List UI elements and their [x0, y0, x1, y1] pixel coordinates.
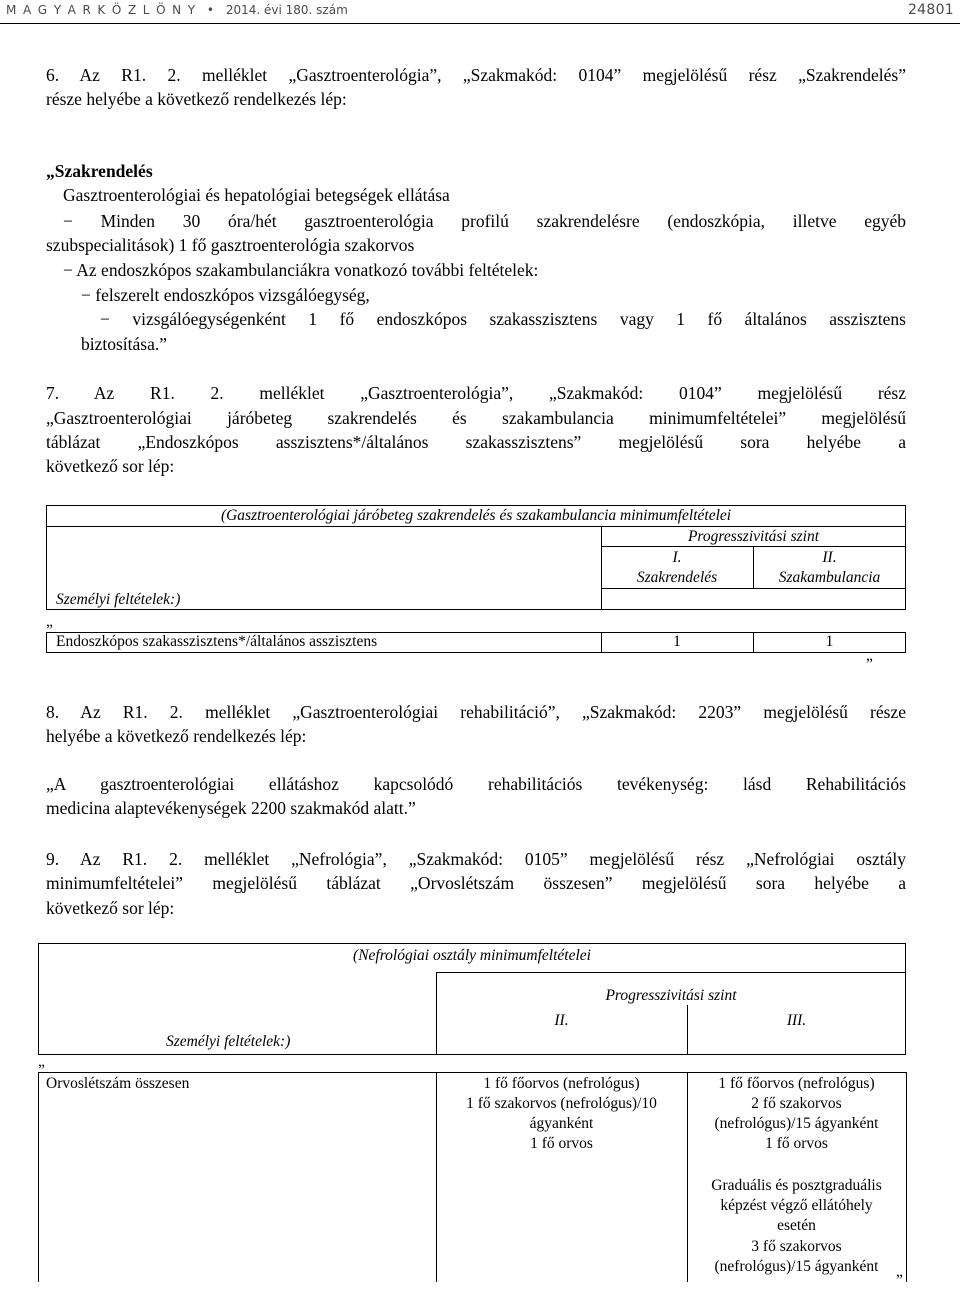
table-2-c2b-line-2: képzést végző ellátóhely [720, 1197, 873, 1214]
table-2-c2b-line-3: esetén [777, 1217, 816, 1234]
header-bullet: • [206, 3, 216, 17]
bullet-4-line-1: − vizsgálóegységenként 1 fő endoszkópos szakasszisztens vagy 1 fő általános asszisztens [100, 309, 906, 329]
bullet-2: − Az endoszkópos szakambulanciákra vonatkozó további feltételek: [63, 260, 539, 280]
table-1-row-label: Endoszkópos szakasszisztens*/általános asszisztens [56, 633, 378, 650]
header-rule [0, 23, 960, 24]
table-2-c1-line-2: 1 fő szakorvos (nefrológus)/10 [466, 1095, 657, 1112]
szakrendeles-title: „Szakrendelés [46, 161, 153, 181]
table-1-title: (Gasztroenterológiai járóbeteg szakrendelés és szakambulancia minimumfeltételei [220, 507, 732, 524]
journal-name: M A G Y A R K Ö Z L Ö N Y [6, 3, 197, 17]
table-1-progress-label: Progresszivitási szint [687, 528, 820, 545]
section-9-line-1: 9. Az R1. 2. melléklet „Nefrológia”, „Szakmakód: 0105” megjelölésű rész „Nefrológiai osztály [46, 849, 906, 869]
table-1-rule [601, 588, 906, 589]
table-1-col-1-name: Szakrendelés [636, 569, 718, 586]
table-2-rule [436, 972, 906, 973]
table-2-c2-line-2: 2 fő szakorvos [751, 1095, 842, 1112]
section-8-quote-line-2: medicina alaptevékenységek 2200 szakmakód alatt.” [46, 798, 416, 818]
table-2-c2b-line-5: (nefrológus)/15 ágyanként [714, 1258, 879, 1275]
running-header [0, 0, 960, 24]
section-6-line-2: része helyébe a következő rendelkezés lép: [46, 89, 347, 109]
section-9-line-3: következő sor lép: [46, 898, 175, 918]
table-1-col-2-name: Szakambulancia [778, 569, 881, 586]
table-2-c2b-line-4: 3 fő szakorvos [751, 1238, 842, 1255]
section-7-line-2: „Gasztroenterológiai járóbeteg szakrendelés és szakambulancia minimumfeltételei” megjelölésű [46, 408, 906, 428]
section-8-quote-line-1: „A gasztroenterológiai ellátáshoz kapcsolódó rehabilitációs tevékenység: lásd Rehabilitációs [46, 774, 906, 794]
table-2-c2-line-3: (nefrológus)/15 ágyanként [714, 1115, 879, 1132]
table-2-progress-label: Progresszivitási szint [605, 987, 737, 1004]
table-2-row-label: Orvoslétszám összesen [46, 1075, 190, 1092]
table-2-divider [38, 1072, 39, 1282]
table-2-col-1-level: II. [554, 1012, 569, 1029]
table-1-open-quote: „ [46, 613, 53, 630]
bullet-3: − felszerelt endoszkópos vizsgálóegység, [81, 285, 370, 305]
table-2-c2-line-1: 1 fő főorvos (nefrológus) [718, 1075, 875, 1092]
table-2-c1-line-4: 1 fő orvos [530, 1135, 593, 1152]
section-7-line-1: 7. Az R1. 2. melléklet „Gasztroenterológia”, „Szakmakód: 0104” megjelölésű rész [46, 383, 906, 403]
section-8-line-1: 8. Az R1. 2. melléklet „Gasztroenterológiai rehabilitáció”, „Szakmakód: 2203” megjelölésű része [46, 702, 906, 722]
table-1-col-1-level: I. [672, 549, 682, 566]
table-2-c2b-line-1: Graduális és posztgraduális [711, 1177, 882, 1194]
section-6-line-1: 6. Az R1. 2. melléklet „Gasztroenterológia”, „Szakmakód: 0104” megjelölésű rész „Szakrendelés” [46, 65, 906, 85]
table-1-row-value-2: 1 [825, 633, 834, 650]
table-2-c1-line-3: ágyanként [529, 1115, 594, 1132]
table-1-close-quote: ” [866, 656, 873, 673]
table-1-row-value-1: 1 [673, 633, 681, 650]
bullet-4-line-2: biztosítása.” [81, 334, 168, 354]
page-number: 24801 [907, 2, 954, 18]
szakrendeles-subtitle: Gasztroenterológiai és hepatológiai betegségek ellátása [63, 185, 450, 205]
section-7-line-3: táblázat „Endoszkópos asszisztens*/általános szakasszisztens” megjelölésű sora helyébe a [46, 432, 906, 452]
bullet-1-line-1: − Minden 30 óra/hét gasztroenterológia profilú szakrendelésre (endoszkópia, illetve egyéb [63, 211, 906, 231]
table-2-c2-line-4: 1 fő orvos [765, 1135, 828, 1152]
table-2-rule [38, 1054, 906, 1055]
table-1-col-2-level: II. [822, 549, 837, 566]
section-9-line-2: minimumfeltételei” megjelölésű táblázat „Orvoslétszám összesen” megjelölésű sora helyébe a [46, 873, 906, 893]
bullet-1-line-2: szubspecialitások) 1 fő gasztroenterológia szakorvos [46, 235, 415, 255]
table-2-rule [38, 1072, 906, 1073]
table-2-close-quote: ” [896, 1272, 903, 1289]
table-2-c1-line-1: 1 fő főorvos (nefrológus) [483, 1075, 640, 1092]
table-2-title: (Nefrológiai osztály minimumfeltételei [353, 947, 591, 964]
table-2-divider [906, 1072, 907, 1282]
section-7-line-4: következő sor lép: [46, 456, 175, 476]
table-2-open-quote: „ [38, 1053, 45, 1070]
table-2-personal-label: Személyi feltételek:) [166, 1033, 291, 1050]
section-8-line-2: helyébe a következő rendelkezés lép: [46, 726, 307, 746]
table-2-col-2-level: III. [786, 1012, 807, 1029]
journal-issue [6, 3, 348, 17]
table-1-personal-label: Személyi feltételek:) [56, 591, 181, 608]
issue-label: 2014. évi 180. szám [225, 3, 348, 17]
